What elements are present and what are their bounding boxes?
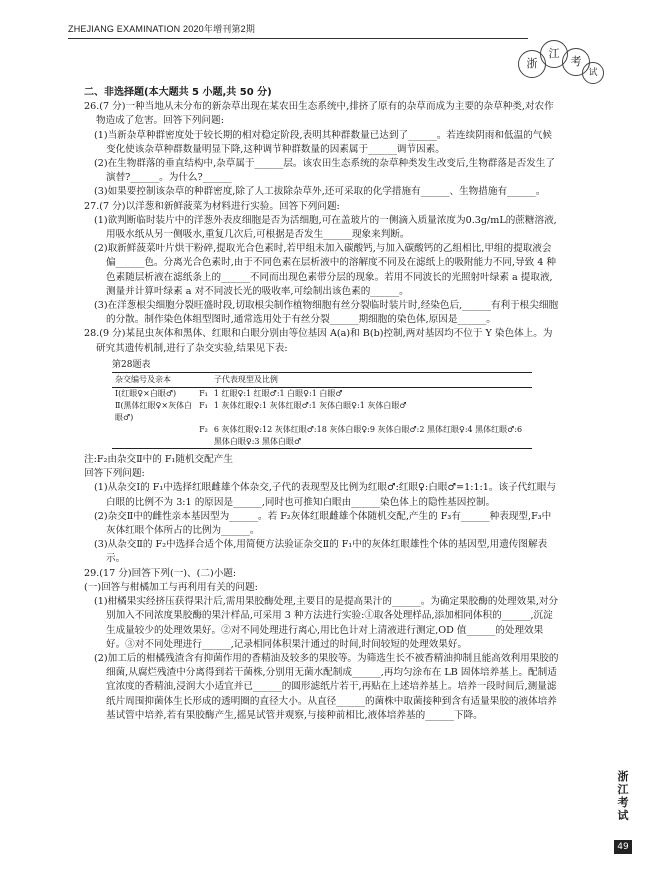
question-part: (3)从杂交Ⅱ的 F₂中选择合适个体,用简便方法验证杂交Ⅱ的 F₁中的灰体红眼雄性个体的基因型,用遗传图解表示。 xyxy=(94,539,548,565)
question-28 xyxy=(84,327,560,566)
question-stem: 28.(9 分)某昆虫灰体和黑体、红眼和白眼分别由等位基因 A(a)和 B(b)控制,两对基因均不位于 Y 染色体上。为研究其遗传机制,进行了杂交实验,结果见下表: xyxy=(84,328,553,354)
section-title: 二、非选择题(本大题共 5 小题,共 50 分) xyxy=(84,87,272,98)
seal-char: 浙 xyxy=(518,50,546,78)
exam-content xyxy=(84,86,560,723)
question-part: (3)在洋葱根尖细胞分裂旺盛时段,切取根尖制作植物细胞有丝分裂临时装片时,经染色后,______有利于根尖细胞的分散。制作染色体组型图时,通常选用处于有丝分裂______期细胞的染色体,原因是______。 xyxy=(94,300,559,326)
result-cell: 6 灰体红眼♀:12 灰体红眼♂:18 灰体白眼♀:9 灰体白眼♂:2 黑体红眼♀:4 黑体红眼♂:6 黑体白眼♀:3 黑体白眼♂ xyxy=(213,425,523,447)
journal-header: ZHEJIANG EXAMINATION 2020年增刊第2期 xyxy=(68,22,528,39)
table-header: 杂交编号及亲本 xyxy=(112,373,196,388)
generation-cell: F₁ xyxy=(199,389,208,399)
genetics-table xyxy=(112,358,532,449)
cross-cell: Ⅰ(红眼♀×白眼♂) xyxy=(115,389,177,399)
seal-char: 试 xyxy=(582,62,604,84)
question-part: (1)欲判断临时装片中的洋葱外表皮细胞是否为活细胞,可在盖玻片的一侧滴入质量浓度为0.3g/mL的蔗糖溶液,用吸水纸从另一侧吸水,重复几次后,可根据是否发生______现象来判断。 xyxy=(94,214,557,241)
result-cell: 1 灰体红眼♀:1 灰体红眼♂:1 灰体白眼♀:1 灰体白眼♂ xyxy=(213,401,407,411)
seal-char: 考 xyxy=(562,48,590,76)
table-header xyxy=(196,373,211,388)
question-stem: 26.(7 分)一种当地从未分布的新杂草出现在某农田生态系统中,排挤了原有的杂草而成为主要的杂草种类,对农作物造成了危害。回答下列问题: xyxy=(84,101,554,127)
question-part: (1)当新杂草种群密度处于较长期的相对稳定阶段,表明其种群数量已达到了______。若连续阴雨和低温的气候变化使该杂草种群数量明显下降,这种调节种群数量的因素属于______调节因素。 xyxy=(94,129,552,155)
question-part: (2)取新鲜菠菜叶片烘干粉碎,提取光合色素时,若甲组未加入碳酸钙,与加入碳酸钙的乙组相比,甲组的提取液会偏______色。分离光合色素时,由于不同色素在层析液中的溶解度不同及在滤纸上的吸附能力不同,导致 4 种色素随层析液在滤纸条上的______不同而出现色素带分层的现象。若用不同波长的光照射叶绿素 a 提取液,测量并计算叶绿素 a 对不同波长光的吸收率,可绘制出该色素的______。 xyxy=(94,243,557,297)
question-part: (2)杂交Ⅱ中的雌性亲本基因型为______。若 F₂灰体红眼雌雄个体随机交配,产生的 F₃有______种表现型,F₃中灰体红眼个体所占的比例为______。 xyxy=(94,510,552,537)
question-stem: 27.(7 分)以洋葱和新鲜菠菜为材料进行实验。回答下列问题: xyxy=(84,200,340,212)
question-part: (1)从杂交Ⅰ的 F₁中选择红眼雌雄个体杂交,子代的表现型及比例为红眼♂:红眼♀:白眼♂=1:1:1。该子代红眼与白眼的比例不为 3:1 的原因是______,同时也可推知白眼由______染色体上的隐性基因控制。 xyxy=(94,482,557,508)
side-label: 浙江考试 xyxy=(617,770,629,822)
sub-question-title: (一)回答与柑橘加工与再利用有关的问题: xyxy=(84,581,258,593)
page-number: 49 xyxy=(614,840,632,854)
cross-cell: Ⅱ(黑体红眼♀×灰体白眼♂) xyxy=(115,401,193,423)
question-27 xyxy=(84,200,560,328)
table-row xyxy=(112,424,532,449)
journal-seal-logo xyxy=(518,40,598,80)
cross-results-table xyxy=(112,372,532,449)
question-part: (3)如果要控制该杂草的种群密度,除了人工拔除杂草外,还可采取的化学措施有______、生物措施有______。 xyxy=(94,186,546,198)
cross-cell xyxy=(112,424,196,449)
question-part: (2)加工后的柑橘残渣含有抑菌作用的香精油及较多的果胶等。为筛选生长不被香精油抑制且能高效利用果胶的细菌,从腐烂残渣中分离得到若干菌株,分别用无菌水配制成______,再均匀涂布在 LB 固体培养基上。配制适宜浓度的香精油,浸润大小适宜并已______的圆形滤纸片若干,再贴在上述培养基上。培养一段时间后,测量滤纸片周围抑菌体生长形成的透明圈的直径大小。从直径______的菌株中取菌接种到含有适量果胶的液体培养基试管中培养,若有果胶酶产生,摇晃试管并观察,与接种前相比,液体培养基的______下降。 xyxy=(94,652,559,721)
table-row xyxy=(112,400,532,424)
seal-char: 江 xyxy=(540,40,568,68)
table-caption: 第28题表 xyxy=(112,359,151,370)
result-cell: 1 红眼♀:1 红眼♂:1 白眼♀:1 白眼♂ xyxy=(213,389,343,399)
table-note: 注:F₂由杂交Ⅱ中的 F₁随机交配产生 xyxy=(84,454,233,466)
question-stem: 29.(17 分)回答下列(一)、(二)小题: xyxy=(84,567,237,579)
question-26 xyxy=(84,100,560,199)
table-row xyxy=(112,388,532,401)
generation-cell: F₁ xyxy=(199,401,208,411)
table-header: 子代表现型及比例 xyxy=(211,373,532,388)
question-part: (2)在生物群落的垂直结构中,杂草属于______层。该农田生态系统的杂草种类发生改变后,生物群落是否发生了演替?______。为什么?______ xyxy=(94,158,555,184)
generation-cell: F₂ xyxy=(199,425,208,435)
question-29 xyxy=(84,567,560,723)
question-part: (1)柑橘果实经挤压获得果汁后,需用果胶酶处理,主要目的是提高果汁的______。为确定果胶酶的处理效果,对分别加入不同浓度果胶酶的果汁样品,可采用 3 种方法进行实验:①取各处理样品,添加相同体积的______,沉淀生成量较少的处理效果好。②对不同处理进行离心,用比色计对上清液进行测定,OD 值______的处理效果好。③对不同处理进行______,记录相同体积果汁通过的时间,时间较短的处理效果好。 xyxy=(94,596,559,650)
question-prompt: 回答下列问题: xyxy=(84,468,145,480)
